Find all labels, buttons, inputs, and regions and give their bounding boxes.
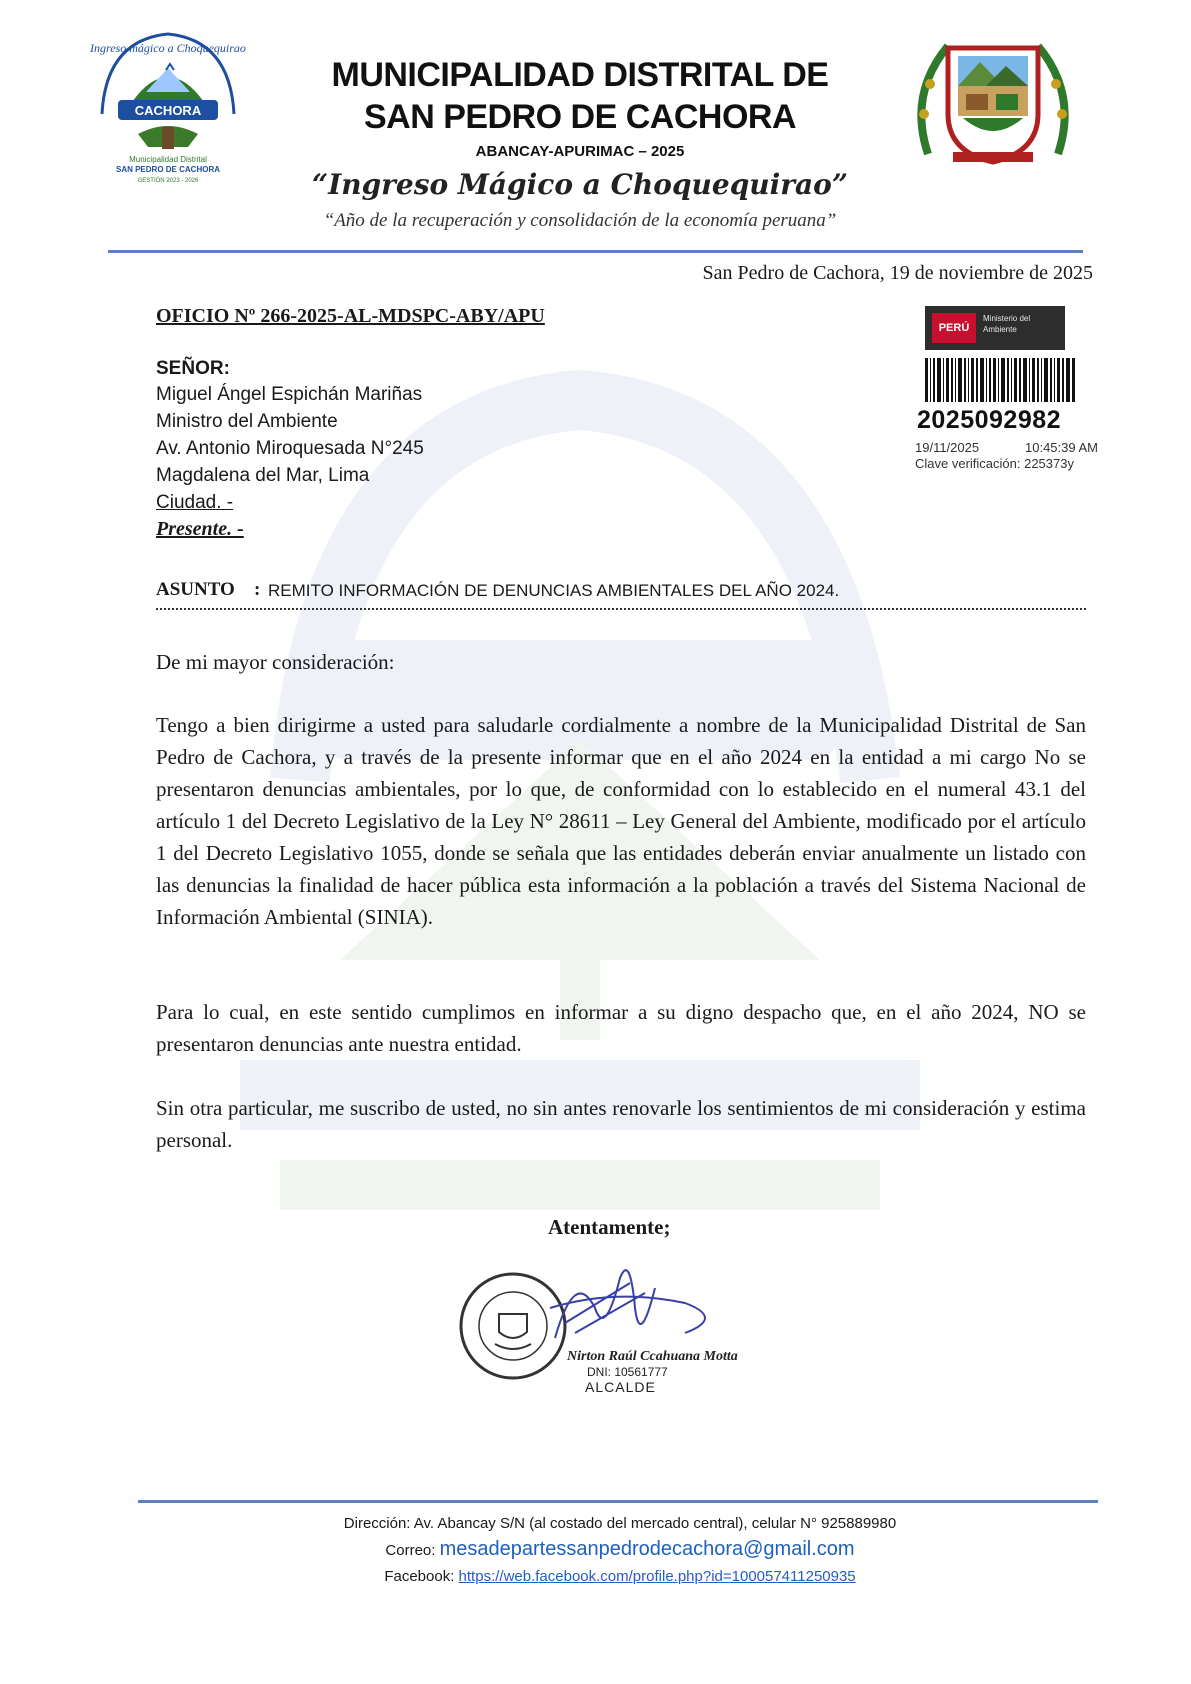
recipient-district: Magdalena del Mar, Lima xyxy=(156,465,370,486)
stamp-time: 10:45:39 AM xyxy=(1025,440,1098,455)
logo-line2: SAN PEDRO DE CACHORA xyxy=(115,165,221,174)
footer-facebook-label: Facebook: xyxy=(384,1568,459,1585)
recipient-city: Ciudad. - xyxy=(156,492,234,513)
barcode xyxy=(925,358,1075,402)
logo-arc-text: Ingreso mágico a Choquequirao xyxy=(90,41,246,55)
reception-stamp xyxy=(915,306,1115,476)
footer-facebook-link[interactable]: https://web.facebook.com/profile.php?id=100057411250935 xyxy=(458,1568,856,1585)
logo-line1: Municipalidad Distrital xyxy=(129,155,207,164)
footer-email-link[interactable]: mesadepartessanpedrodecachora@gmail.com xyxy=(439,1538,855,1560)
recipient-role: Ministro del Ambiente xyxy=(156,411,338,432)
logo-banner: CACHORA xyxy=(134,103,202,118)
header-divider xyxy=(108,250,1083,253)
closing: Atentamente; xyxy=(548,1215,671,1239)
logo-line3: GESTIÓN 2023 - 2026 xyxy=(137,178,199,184)
year-motto: “Año de la recuperación y consolidación de la economía peruana” xyxy=(323,210,837,231)
subject-colon: : xyxy=(254,579,261,600)
subject-text: REMITO INFORMACIÓN DE DENUNCIAS AMBIENTALES DEL AÑO 2024. xyxy=(268,581,840,600)
recipient-salutation: SEÑOR: xyxy=(156,358,230,379)
date-line: San Pedro de Cachora, 19 de noviembre de 2025 xyxy=(702,262,1093,284)
recipient-name: Miguel Ángel Espichán Mariñas xyxy=(156,384,423,405)
footer-address: Dirección: Av. Abancay S/N (al costado del mercado central), celular N° 925889980 xyxy=(343,1515,897,1532)
body-paragraph-1: Tengo a bien dirigirme a usted para saludarle cordialmente a nombre de la Municipalidad Distrital de San Pedro de Cachora, y a través de la presente informar que en el año 2024 en la entidad a mi cargo No se presentaron denuncias ambientales, por lo que, de conformidad con lo establecido en el numeral 43.1 del artículo 1 del Decreto Legislativo de la Ley N° 28611 – Ley General del Ambiente, modificado por el artículo 1 del Decreto Legislativo 1055, donde se señala que las entidades deberán enviar anualmente un listado con las denuncias la finalidad de hacer pública esta información a la población a través del Sistema Nacional de Información Ambiental (SINIA). xyxy=(156,713,1086,929)
institution-region: ABANCAY-APURIMAC – 2025 xyxy=(475,143,685,160)
institution-title-line1: MUNICIPALIDAD DISTRITAL DE xyxy=(331,56,829,94)
coat-of-arms xyxy=(908,34,1078,174)
slogan: “Ingreso Mágico a Choquequirao” xyxy=(312,168,848,201)
body-paragraph-3: Sin otra particular, me suscribo de usted, no sin antes renovarle los sentimientos de mi consideración y estima personal. xyxy=(156,1096,1086,1152)
signature-block xyxy=(455,1248,755,1398)
recipient-street: Av. Antonio Miroquesada N°245 xyxy=(156,438,424,459)
footer-email-label: Correo: xyxy=(385,1542,440,1559)
signatory-dni: DNI: 10561777 xyxy=(587,1365,668,1379)
body-paragraph-2: Para lo cual, en este sentido cumplimos en informar a su digno despacho que, en el año 2024, NO se presentaron denuncias ante nuestra entidad. xyxy=(156,1000,1086,1056)
greeting: De mi mayor consideración: xyxy=(156,650,395,674)
institution-title-line2: SAN PEDRO DE CACHORA xyxy=(363,98,797,136)
registry-number: 2025092982 xyxy=(917,406,1062,434)
dotted-divider xyxy=(156,608,1086,610)
signatory-title: ALCALDE xyxy=(585,1379,656,1395)
ministry-label: Ministerio del Ambiente xyxy=(983,314,1031,334)
footer-divider xyxy=(138,1500,1098,1503)
stamp-date: 19/11/2025 xyxy=(915,440,980,455)
verification-key: Clave verificación: 225373y xyxy=(915,456,1074,471)
recipient-presente: Presente. - xyxy=(156,518,244,540)
peru-flag-label: PERÚ xyxy=(932,313,976,343)
subject-label: ASUNTO xyxy=(156,579,235,600)
official-seal xyxy=(461,1274,565,1378)
oficio-number: OFICIO Nº 266-2025-AL-MDSPC-ABY/APU xyxy=(156,305,545,327)
footer-email-line xyxy=(140,1538,1100,1561)
municipal-logo xyxy=(88,22,248,192)
footer-facebook-line xyxy=(140,1568,1100,1585)
ministry-badge xyxy=(925,306,1065,350)
signatory-name: Nirton Raúl Ccahuana Motta xyxy=(567,1349,738,1364)
handwritten-signature xyxy=(550,1270,705,1338)
